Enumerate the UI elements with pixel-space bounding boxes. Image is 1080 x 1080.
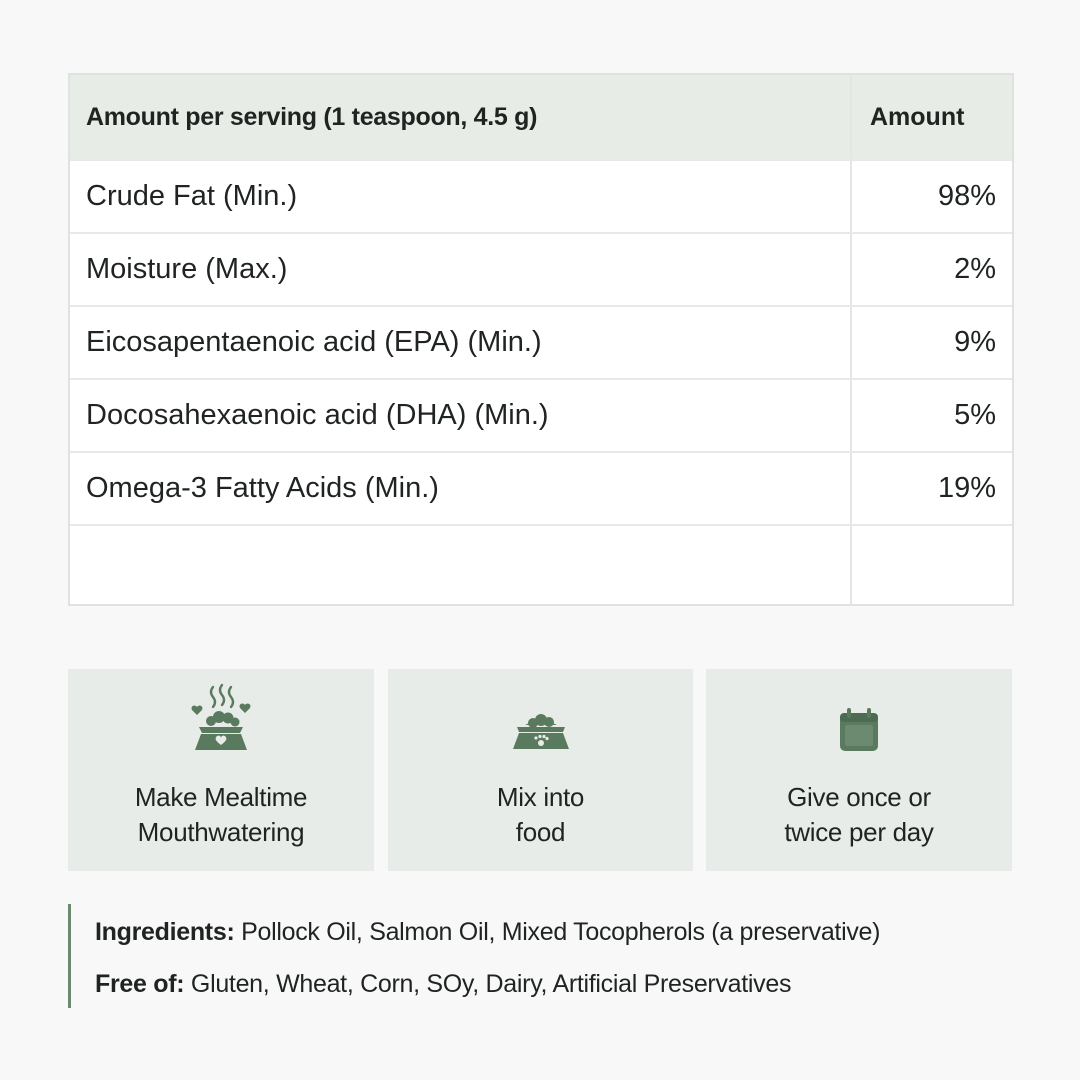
- nutrient-name: Crude Fat (Min.): [70, 161, 852, 232]
- free-of-text: Gluten, Wheat, Corn, SOy, Dairy, Artificial Preservatives: [184, 970, 792, 998]
- feature-card-mix: [388, 669, 693, 871]
- feature-label: Make Mealtime Mouthwatering: [134, 782, 308, 847]
- guaranteed-analysis-table: [68, 73, 1014, 606]
- table-row: [70, 451, 1012, 524]
- ingredients-label: Ingredients:: [95, 918, 235, 946]
- nutrient-name: Moisture (Max.): [70, 234, 852, 305]
- table-row: [70, 305, 1012, 378]
- feature-card-frequency: [706, 669, 1012, 871]
- ingredients-panel: [68, 904, 1014, 1008]
- nutrient-name: Docosahexaenoic acid (DHA) (Min.): [70, 380, 852, 451]
- table-row: [70, 159, 1012, 232]
- table-header-row: [70, 75, 1012, 159]
- nutrient-value: 19%: [937, 472, 996, 504]
- nutrient-value: 5%: [954, 399, 996, 431]
- feature-label: Mix into food: [496, 782, 585, 847]
- nutrient-name: Eicosapentaenoic acid (EPA) (Min.): [70, 307, 852, 378]
- header-amount: Amount: [870, 102, 965, 131]
- free-of-label: Free of:: [95, 970, 185, 998]
- ingredients-text: Pollock Oil, Salmon Oil, Mixed Tocopherols (a preservative): [234, 918, 881, 946]
- steaming-bowl-heart-icon: [181, 683, 261, 755]
- table-row: [70, 232, 1012, 305]
- feature-label: Give once or twice per day: [784, 782, 934, 847]
- table-empty-row: [70, 524, 1012, 604]
- ingredients-line: [95, 906, 1014, 958]
- pet-food-bowl-icon: [501, 683, 581, 755]
- header-serving: Amount per serving (1 teaspoon, 4.5 g): [70, 75, 852, 159]
- feature-card-mealtime: [68, 669, 374, 871]
- free-of-line: [95, 958, 1014, 1010]
- calendar-icon: [819, 683, 899, 755]
- table-row: [70, 378, 1012, 451]
- nutrient-name: Omega-3 Fatty Acids (Min.): [70, 453, 852, 524]
- empty-cell: [852, 526, 1012, 604]
- empty-cell: [70, 526, 852, 604]
- nutrient-value: 2%: [954, 253, 996, 285]
- nutrient-value: 9%: [954, 326, 996, 358]
- nutrient-value: 98%: [937, 180, 996, 212]
- feature-cards: [68, 669, 1014, 871]
